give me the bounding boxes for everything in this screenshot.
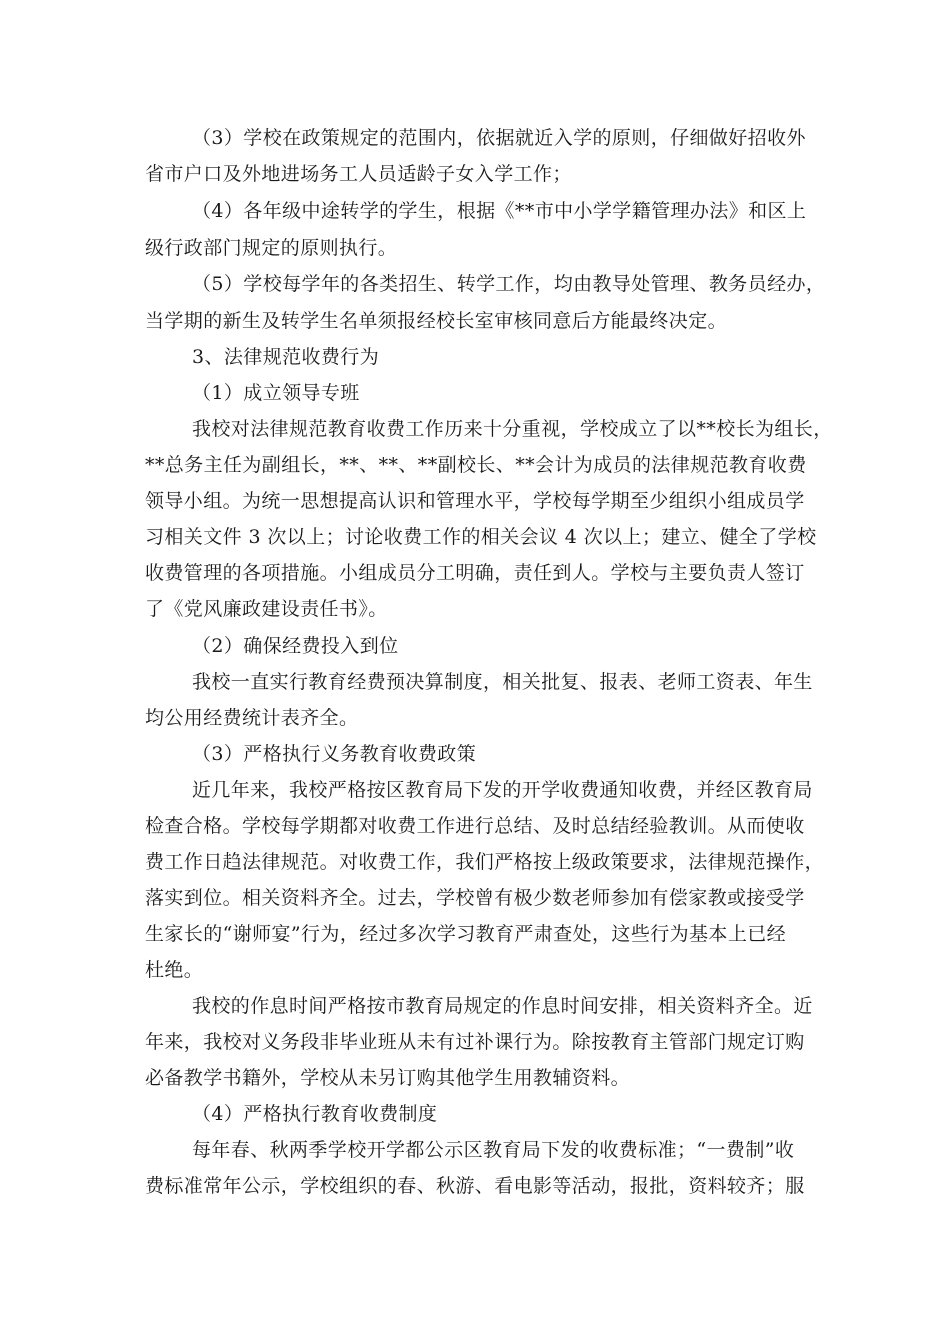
paragraph-line: 我校一直实行教育经费预决算制度，相关批复、报表、老师工资表、年生 <box>192 671 813 693</box>
paragraph-line: 省市户口及外地进场务工人员适龄子女入学工作； <box>145 163 572 185</box>
subsection-heading: （2）确保经费投入到位 <box>192 635 399 657</box>
paragraph-line: 领导小组。为统一思想提高认识和管理水平，学校每学期至少组织小组成员学 <box>145 490 805 512</box>
subsection-heading: （3）严格执行义务教育收费政策 <box>192 743 477 765</box>
paragraph-line: （5）学校每学年的各类招生、转学工作，均由教导处管理、教务员经办， <box>192 273 826 295</box>
paragraph-line: 均公用经费统计表齐全。 <box>145 707 359 729</box>
paragraph-line: 习相关文件 3 次以上；讨论收费工作的相关会议 4 次以上；建立、健全了学校 <box>145 526 817 548</box>
paragraph-line: 检查合格。学校每学期都对收费工作进行总结、及时总结经验教训。从而使收 <box>145 815 805 837</box>
paragraph-line: **总务主任为副组长，**、**、**副校长、**会计为成员的法律规范教育收费 <box>145 454 807 476</box>
paragraph-line: 落实到位。相关资料齐全。过去，学校曾有极少数老师参加有偿家教或接受学 <box>145 887 805 909</box>
paragraph-line: 费标准常年公示，学校组织的春、秋游、看电影等活动，报批，资料较齐；服 <box>145 1175 805 1197</box>
paragraph-line: 杜绝。 <box>145 959 204 981</box>
paragraph-line: 费工作日趋法律规范。对收费工作，我们严格按上级政策要求，法律规范操作， <box>145 851 825 873</box>
paragraph-line: 当学期的新生及转学生名单须报经校长室审核同意后方能最终决定。 <box>145 310 728 332</box>
paragraph-line: 收费管理的各项措施。小组成员分工明确，责任到人。学校与主要负责人签订 <box>145 562 805 584</box>
paragraph-line: 年来，我校对义务段非毕业班从未有过补课行为。除按教育主管部门规定订购 <box>145 1031 805 1053</box>
section-heading: 3、法律规范收费行为 <box>192 346 380 368</box>
paragraph-line: 我校对法律规范教育收费工作历来十分重视，学校成立了以**校长为组长， <box>192 418 833 440</box>
subsection-heading: （1）成立领导专班 <box>192 382 360 404</box>
subsection-heading: （4）严格执行教育收费制度 <box>192 1103 438 1125</box>
paragraph-line: （4）各年级中途转学的学生，根据《**市中小学学籍管理办法》和区上 <box>192 200 807 222</box>
paragraph-line: 了《党风廉政建设责任书》。 <box>145 598 388 620</box>
paragraph-line: 我校的作息时间严格按市教育局规定的作息时间安排，相关资料齐全。近 <box>192 995 813 1017</box>
paragraph-line: 每年春、秋两季学校开学都公示区教育局下发的收费标准；“一费制”收 <box>192 1139 795 1161</box>
paragraph-line: 生家长的“谢师宴”行为，经过多次学习教育严肃查处，这些行为基本上已经 <box>145 923 787 945</box>
paragraph-line: （3）学校在政策规定的范围内，依据就近入学的原则，仔细做好招收外 <box>192 127 806 149</box>
paragraph-line: 必备教学书籍外，学校从未另订购其他学生用教辅资料。 <box>145 1067 631 1089</box>
paragraph-line: 近几年来，我校严格按区教育局下发的开学收费通知收费，并经区教育局 <box>192 779 813 801</box>
paragraph-line: 级行政部门规定的原则执行。 <box>145 237 398 259</box>
